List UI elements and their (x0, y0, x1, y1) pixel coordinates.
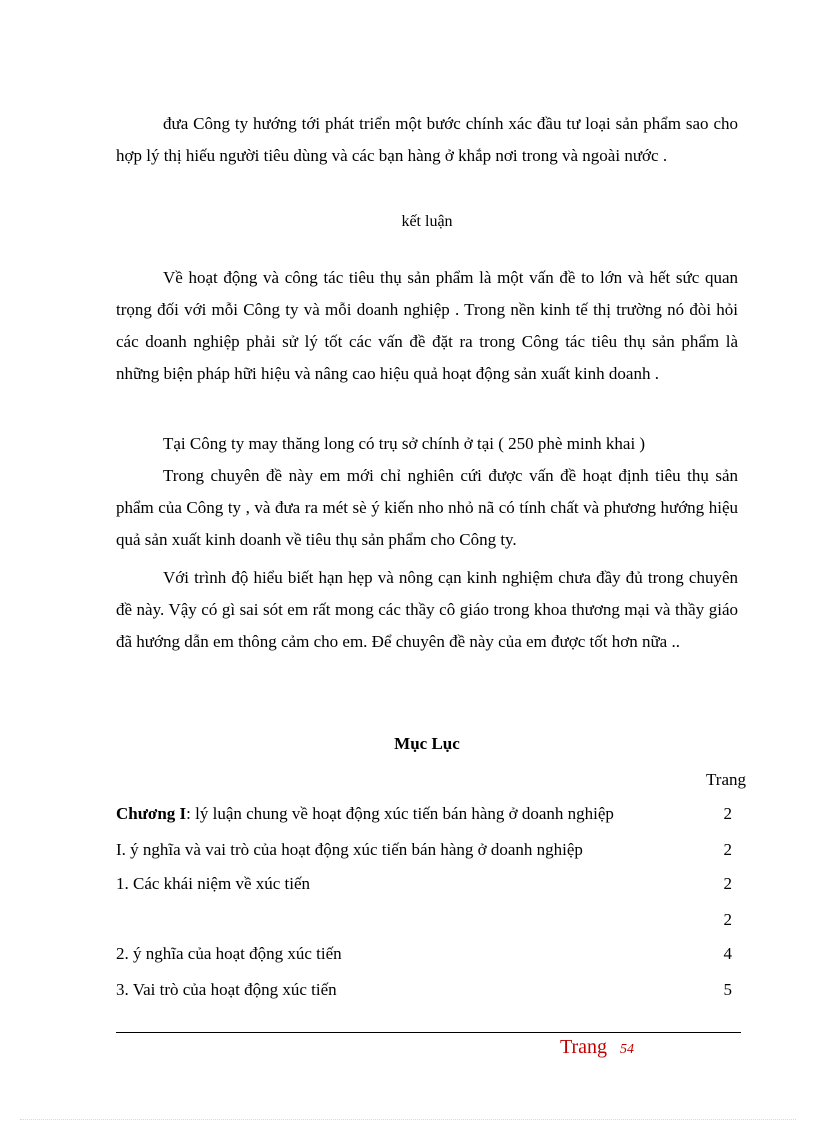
paragraph-conclusion-4: Với trình độ hiểu biết hạn hẹp và nông cạn kinh nghiệm chưa đầy đủ trong chuyên đề này. Vậy có gì sai sót em rất mong các thầy cô giáo trong khoa thương mại và thầy giáo đã hướng dẫn em thông cảm cho em. Để chuyên đề này của em được tốt hơn nữa .. (116, 568, 738, 651)
toc-chapter-text (116, 802, 614, 826)
paragraph-conclusion-1: Về hoạt động và công tác tiêu thụ sản phẩm là một vấn đề to lớn và hết sức quan trọng đối với mỗi Công ty và mỗi doanh nghiệp . Trong nền kinh tế thị trường nó đòi hỏi các doanh nghiệp phải sử lý tốt các vấn đề đặt ra trong Công tác tiêu thụ sản phẩm là những biện pháp hữi hiệu và nâng cao hiệu quả hoạt động sản xuất kinh doanh . (116, 268, 738, 383)
toc-entry-page: 2 (723, 874, 732, 893)
toc-entry-text: 2. ý nghĩa của hoạt động xúc tiến (116, 944, 342, 963)
toc-row[interactable] (116, 908, 738, 932)
paragraph-conclusion-2: Tại Công ty may thăng long có trụ sở chính ở tại ( 250 phè minh khai ) (163, 434, 646, 453)
toc-row[interactable] (116, 942, 738, 966)
toc-row[interactable] (116, 872, 738, 896)
page-bottom-dotted-line (20, 1119, 796, 1120)
paragraph-conclusion-3: Trong chuyên đề này em mới chỉ nghiên cứi được vấn đề hoạt định tiêu thụ sản phẩm của Công ty , và đưa ra mét sè ý kiến nho nhỏ nã có tính chất và phương hướng hiệu quả sản xuất kinh doanh về tiêu thụ sản phẩm cho Công ty. (116, 466, 738, 549)
toc-page-header: Trang (706, 770, 746, 789)
toc-title: Mục Lục (394, 734, 460, 753)
toc-chapter-title: : lý luận chung về hoạt động xúc tiến bán hàng ở doanh nghiệp (186, 804, 614, 823)
conclusion-heading: kết luận (401, 213, 453, 230)
toc-entry-text: 1. Các khái niệm về xúc tiến (116, 874, 311, 893)
toc-entry-page: 4 (723, 944, 732, 963)
toc-row-chapter[interactable] (116, 802, 738, 826)
toc-entry-text: 3. Vai trò của hoạt động xúc tiến (116, 980, 337, 999)
footer-rule (116, 1032, 741, 1033)
toc-entry-page: 2 (723, 910, 732, 929)
toc-chapter-label: Chương I (116, 804, 187, 823)
toc-entry-page: 5 (723, 980, 732, 999)
paragraph-intro: đưa Công ty hướng tới phát triển một bước chính xác đầu tư loại sản phẩm sao cho hợp lý thị hiếu người tiêu dùng và các bạn hàng ở khắp nơi trong và ngoài nước . (116, 114, 738, 165)
toc-entry-page: 2 (723, 840, 732, 859)
toc-chapter-page: 2 (723, 804, 732, 823)
footer-page-number: 54 (620, 1042, 634, 1057)
toc-entry-text: I. ý nghĩa và vai trò của hoạt động xúc tiến bán hàng ở doanh nghiệp (116, 840, 583, 859)
footer-page-label: Trang (560, 1036, 608, 1058)
toc-row[interactable] (116, 978, 738, 1002)
toc-row[interactable] (116, 838, 738, 862)
